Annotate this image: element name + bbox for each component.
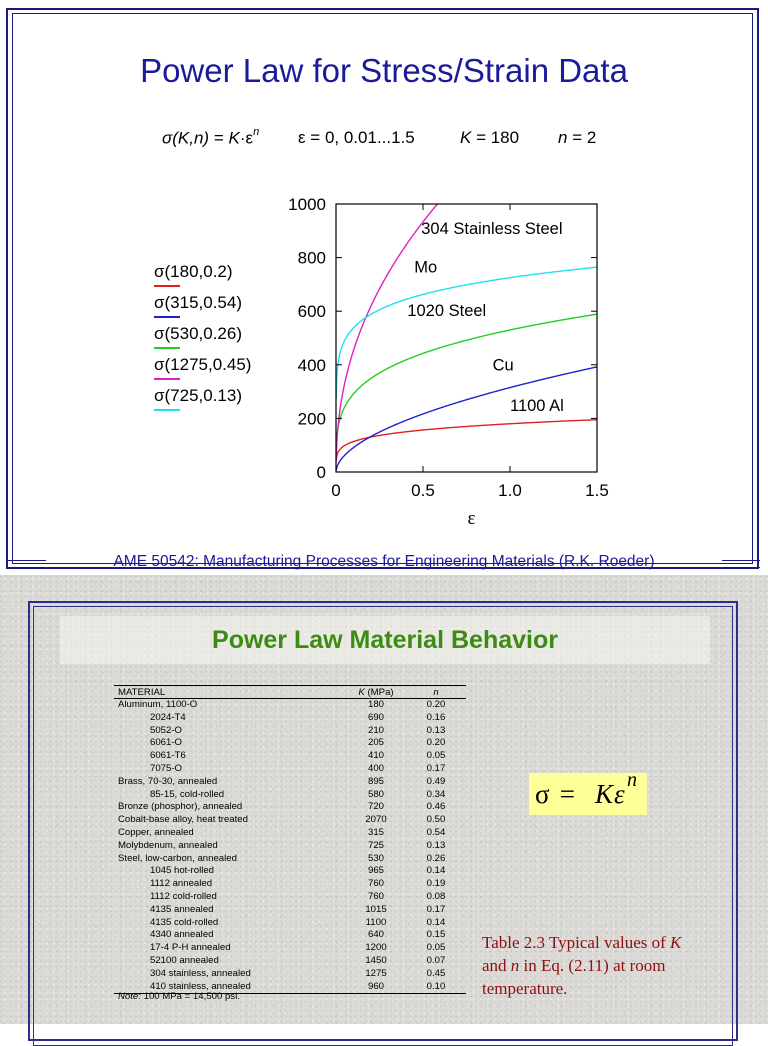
n-value-cell: 0.46 (426, 801, 446, 813)
legend-label: σ(315,0.54) (154, 293, 242, 312)
formula-lhs: σ(K,n) (162, 128, 210, 148)
material-cell: Steel, low-carbon, annealed (118, 852, 237, 864)
material-cell: Bronze (phosphor), annealed (118, 801, 243, 813)
k-value-cell: 640 (367, 929, 384, 941)
y-tick-label: 800 (297, 248, 326, 268)
table-row (114, 712, 466, 725)
table-body (114, 699, 466, 994)
k-value-cell: 580 (367, 788, 384, 800)
formula-range: ε = 0, 0.01...1.5 (298, 128, 415, 147)
y-tick-label: 400 (297, 355, 326, 375)
material-cell: 1112 cold-rolled (150, 890, 217, 902)
material-cell: 6061-O (150, 737, 182, 749)
x-tick-label: 0 (331, 481, 341, 500)
k-value-cell: 1015 (365, 903, 387, 915)
k-value-cell: 315 (367, 826, 384, 838)
slide-title: Power Law for Stress/Strain Data (140, 52, 628, 89)
table-row (114, 917, 466, 930)
eq-sigma: σ (535, 779, 550, 809)
k-value-cell: 720 (367, 801, 384, 813)
series-annotation: 1020 Steel (407, 301, 487, 320)
table-row (114, 789, 466, 802)
series-line-mo (336, 267, 597, 399)
x-tick-label: 1.5 (585, 481, 609, 500)
power-law-equation (529, 769, 647, 815)
k-value-cell: 180 (367, 699, 384, 710)
material-cell: 304 stainless, annealed (150, 967, 251, 979)
material-cell: 1112 annealed (150, 878, 213, 890)
n-label: n (558, 128, 568, 147)
k-value-cell: 960 (346, 981, 406, 994)
k-value-cell: 530 (367, 852, 384, 864)
series-annotation: Cu (492, 356, 514, 375)
slide-power-law-material-behavior (0, 575, 768, 1024)
legend-label: σ(725,0.13) (154, 386, 242, 405)
table-caption (482, 931, 702, 1000)
material-cell: Aluminum, 1100-O (118, 699, 198, 710)
table-row (114, 878, 466, 891)
n-value-cell: 0.20 (426, 699, 446, 710)
n-value-cell: 0.14 (426, 865, 446, 877)
k-value-cell: 205 (367, 737, 384, 749)
caption-and: and (482, 956, 511, 975)
header-n (406, 686, 466, 699)
k-value-cell: 1450 (365, 954, 387, 966)
n-value-cell: 0.16 (426, 711, 446, 723)
n-value-cell: 0.08 (426, 890, 446, 902)
slide-title: Power Law Material Behavior (60, 616, 710, 664)
table-row (114, 750, 466, 763)
n-value-cell: 0.13 (426, 839, 446, 851)
k-value: = 180 (471, 128, 520, 147)
header-k (346, 686, 406, 699)
n-value-cell: 0.17 (426, 903, 446, 915)
formula-n: n (253, 126, 260, 138)
material-cell: 4135 cold-rolled (150, 916, 219, 928)
series-line-1100-al (336, 420, 597, 462)
y-tick-label: 600 (297, 302, 326, 322)
x-axis-label: ε (467, 508, 476, 529)
n-value-cell: 0.54 (426, 826, 446, 838)
table-row (114, 904, 466, 917)
k-value-cell: 410 (367, 750, 384, 762)
k-value-cell: 965 (367, 865, 384, 877)
header-k-symbol: K (358, 686, 365, 698)
k-value-cell: 725 (367, 839, 384, 851)
k-label: K (460, 128, 472, 147)
material-cell: 17-4 P-H annealed (150, 942, 231, 954)
caption-n: n (510, 956, 520, 975)
slide-footer: AME 50542: Manufacturing Processes for Engineering Materials (R.K. Roeder) (113, 553, 655, 570)
y-tick-label: 1000 (288, 195, 326, 214)
k-value-cell: 1100 (365, 916, 387, 928)
material-cell: 4340 annealed (150, 929, 214, 941)
n-value-cell: 0.45 (426, 967, 446, 979)
table-row (114, 801, 466, 814)
n-value-cell: 0.15 (426, 929, 446, 941)
material-cell: 2024-T4 (150, 711, 186, 723)
table-row (114, 955, 466, 968)
k-value-cell: 690 (367, 711, 384, 723)
x-tick-label: 0.5 (411, 481, 435, 500)
legend-label: σ(180,0.2) (154, 262, 233, 281)
series-annotation: Mo (414, 258, 438, 277)
eq-k: K (595, 779, 614, 809)
y-tick-label: 0 (316, 463, 326, 482)
legend-label: σ(1275,0.45) (154, 355, 252, 374)
material-cell: 85-15, cold-rolled (150, 788, 225, 800)
material-cell: 7075-O (150, 762, 182, 774)
n-value-cell: 0.10 (406, 981, 466, 994)
plot-frame (336, 204, 597, 472)
material-table (114, 685, 466, 994)
eq-n: n (627, 769, 637, 791)
y-tick-label: 200 (297, 409, 326, 429)
table-row (114, 725, 466, 738)
n-value-cell: 0.34 (426, 788, 446, 800)
n-value-cell: 0.14 (426, 916, 446, 928)
eq-equals: = (553, 779, 582, 809)
material-cell: 410 stainless, annealed (114, 981, 346, 994)
header-material: MATERIAL (114, 686, 346, 699)
n-value-cell: 0.13 (426, 724, 446, 736)
material-cell: 1045 hot-rolled (150, 865, 215, 877)
series-line-1020-steel (336, 314, 597, 452)
material-cell: 4135 annealed (150, 903, 214, 915)
material-cell: 52100 annealed (150, 954, 219, 966)
table-row (114, 853, 466, 866)
n-value-cell: 0.49 (426, 775, 446, 787)
table-row (114, 814, 466, 827)
table-row (114, 699, 466, 712)
note-label: Note: (118, 991, 141, 1002)
table-row (114, 942, 466, 955)
caption-k: K (670, 933, 682, 952)
header-n-symbol: n (433, 686, 439, 698)
k-value-cell: 895 (367, 775, 384, 787)
series-line-cu (336, 367, 597, 471)
k-value-cell: 210 (367, 724, 384, 736)
k-value-cell: 760 (367, 890, 384, 902)
table-row (114, 737, 466, 750)
x-tick-label: 1.0 (498, 481, 522, 500)
material-cell: Brass, 70-30, annealed (118, 775, 218, 787)
n-value-cell: 0.05 (426, 750, 446, 762)
formula-k: K (228, 128, 240, 148)
k-value-cell: 2070 (365, 814, 387, 826)
k-value-cell: 1275 (365, 967, 387, 979)
eq-epsilon: ε (614, 779, 625, 809)
header-k-unit: (MPa) (364, 686, 394, 698)
material-cell: 5052-O (150, 724, 182, 736)
caption-prefix: Table 2.3 Typical values of (482, 933, 671, 952)
formula-dot-eps: ·ε (239, 128, 254, 148)
series-annotation: 304 Stainless Steel (421, 220, 563, 239)
table-row (114, 840, 466, 853)
table-row (114, 968, 466, 981)
k-value-cell: 1200 (365, 942, 387, 954)
table-row (114, 891, 466, 904)
table-row (114, 865, 466, 878)
n-value: = 2 (567, 128, 597, 147)
note-text: 100 MPa = 14,500 psi. (140, 991, 240, 1002)
n-value-cell: 0.50 (426, 814, 446, 826)
material-cell: Molybdenum, annealed (118, 839, 218, 851)
table-row (114, 763, 466, 776)
n-value-cell: 0.26 (426, 852, 446, 864)
n-value-cell: 0.17 (426, 762, 446, 774)
n-value-cell: 0.19 (426, 878, 446, 890)
n-value-cell: 0.05 (426, 942, 446, 954)
k-value-cell: 760 (367, 878, 384, 890)
series-annotation: 1100 Al (510, 396, 564, 415)
table-header-row (114, 686, 466, 699)
k-value-cell: 400 (367, 762, 384, 774)
formula-eq: = (209, 128, 229, 148)
table-note (118, 991, 240, 1002)
table-row (114, 827, 466, 840)
material-cell: Cobalt-base alloy, heat treated (118, 814, 248, 826)
legend-label: σ(530,0.26) (154, 324, 242, 343)
n-value-cell: 0.07 (426, 954, 446, 966)
material-cell: 6061-T6 (150, 750, 186, 762)
n-value-cell: 0.20 (426, 737, 446, 749)
table-row (114, 929, 466, 942)
table-row (114, 776, 466, 789)
caption-suffix: in Eq. (2.11) at room temperature. (482, 956, 666, 998)
material-cell: Copper, annealed (118, 826, 194, 838)
